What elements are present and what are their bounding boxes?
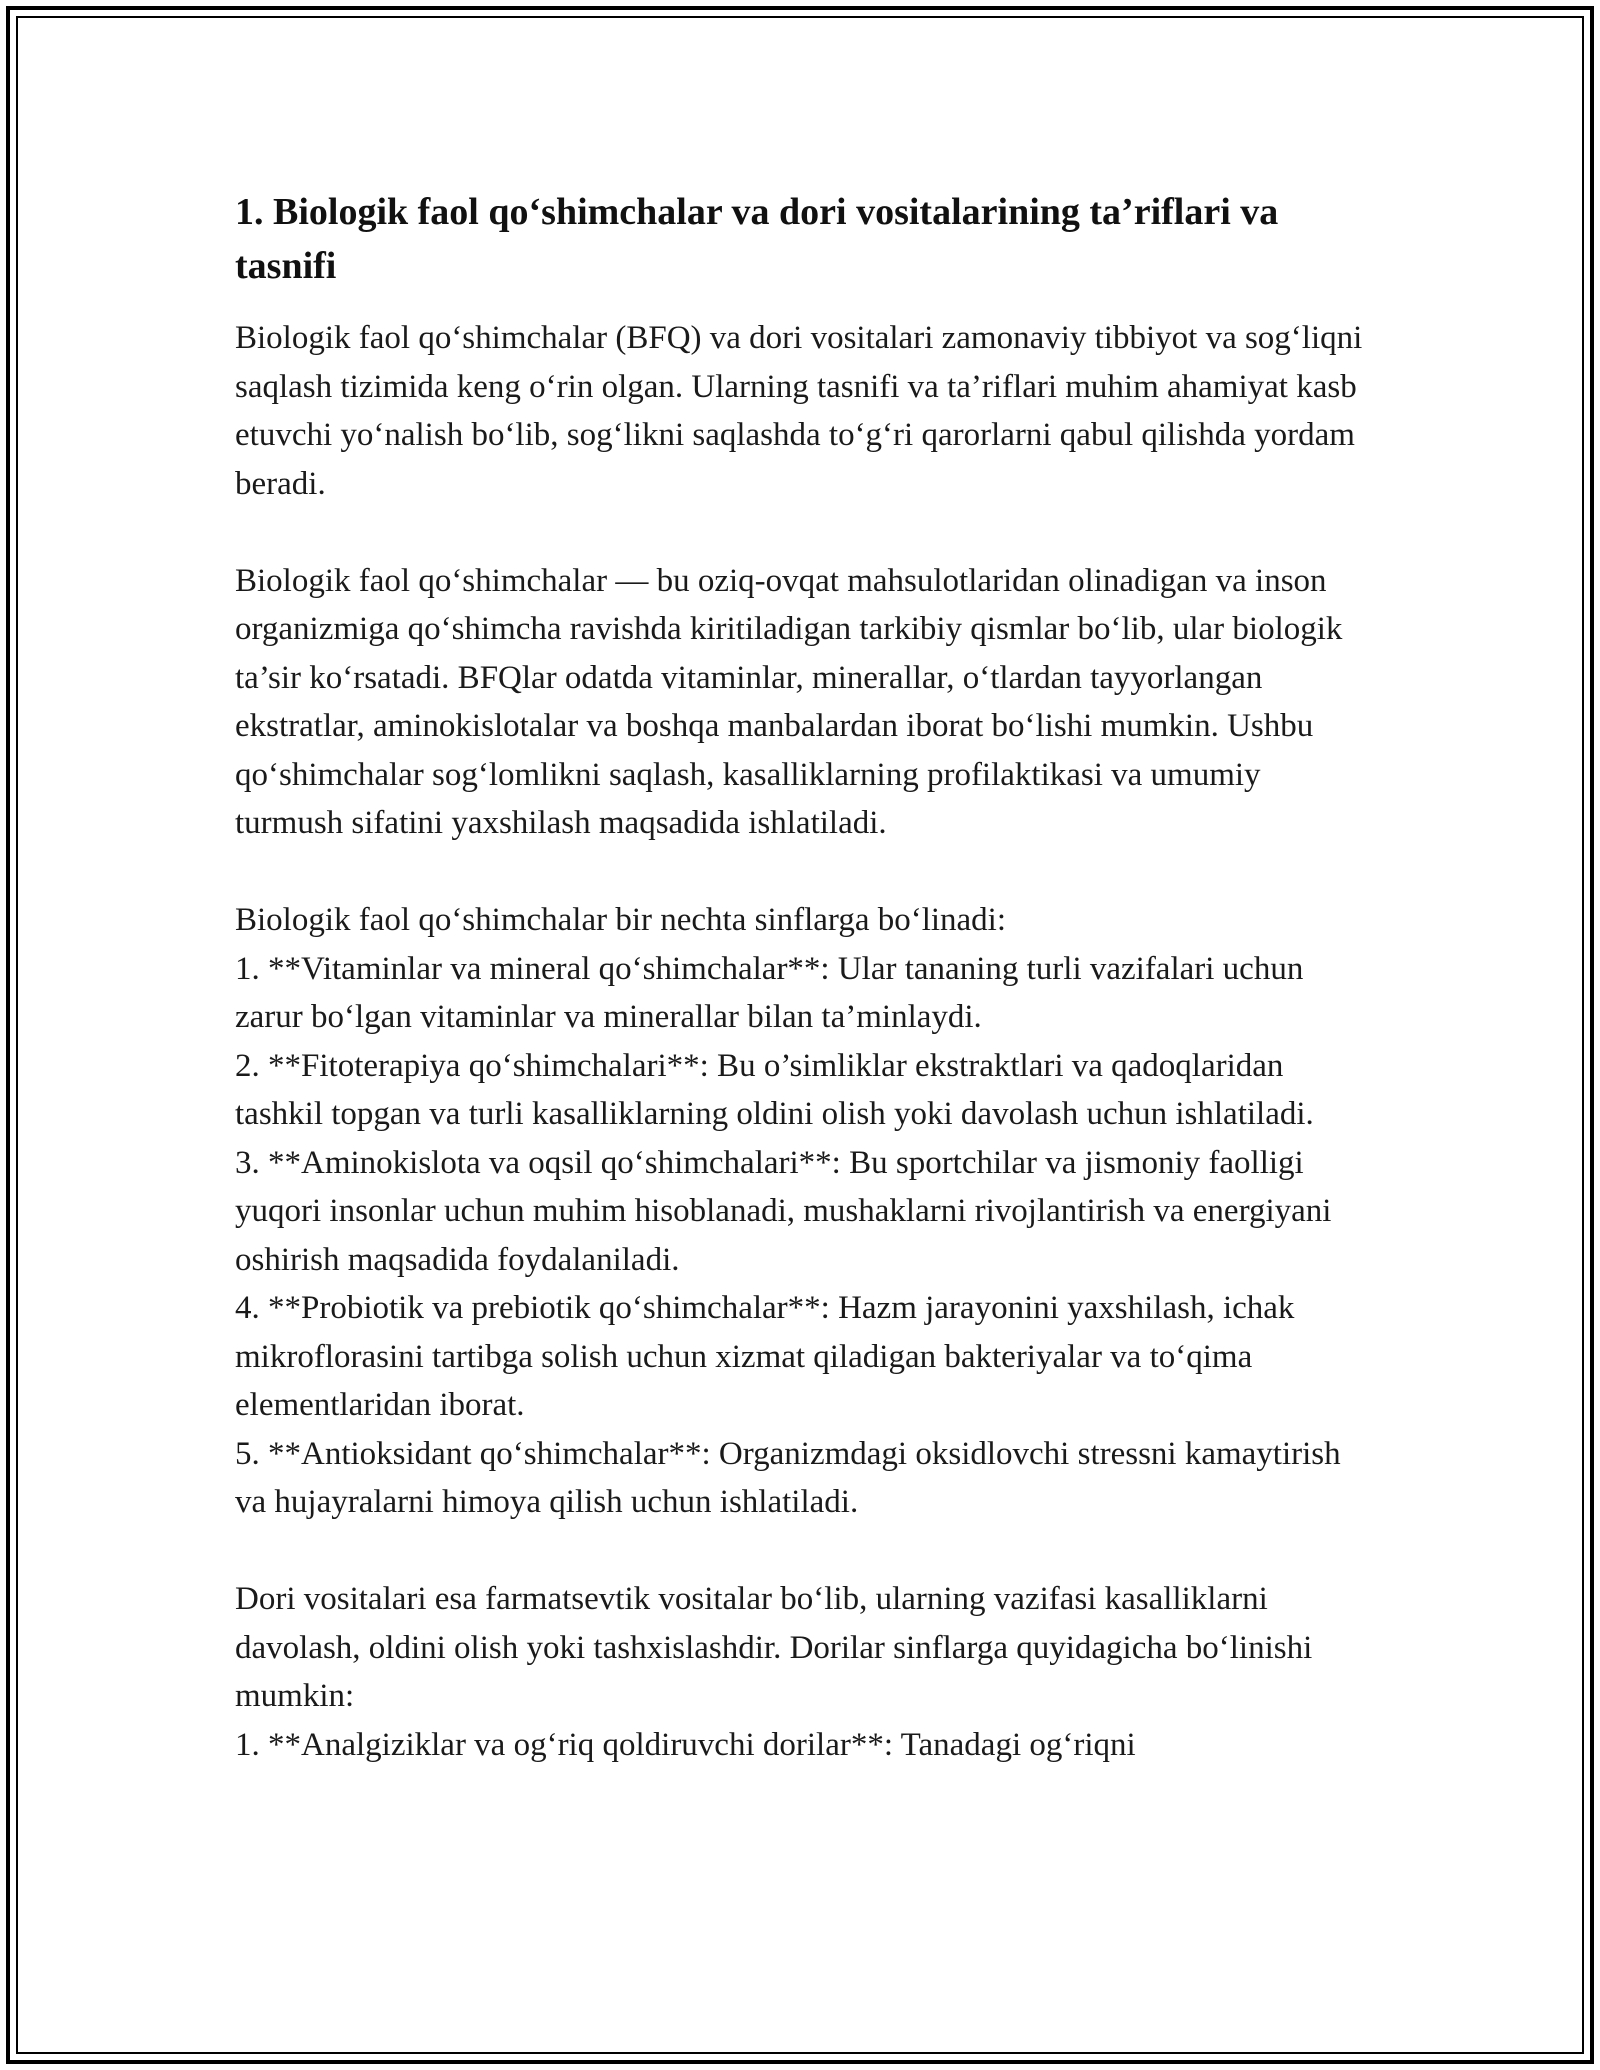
paragraph-intro [235,314,1370,508]
list-intro: Biologik faol qo‘shimchalar bir nechta sinflarga bo‘linadi: [235,902,1007,938]
list-item: 4. **Probiotik va prebiotik qo‘shimchalar**: Hazm jarayonini yaxshilash, ichak mikroflorasini tartibga solish uchun xizmat qiladigan bakteriyalar va to‘qima elementlaridan iborat. [235,1290,1295,1423]
list-item: 5. **Antioksidant qo‘shimchalar**: Organizmdagi oksidlovchi stressni kamaytirish va hujayralarni himoya qilish uchun ishlatiladi. [235,1435,1341,1520]
list-item: 1. **Analgiziklar va og‘riq qoldiruvchi dorilar**: Tanadagi og‘riqni [235,1726,1136,1763]
paragraph-bfq-classes [235,896,1370,1527]
list-item: 1. **Vitaminlar va mineral qo‘shimchalar**: Ular tananing turli vazifalari uchun zarur bo‘lgan vitaminlar va minerallar bilan ta’minlaydi. [235,950,1304,1035]
list-item: 3. **Aminokislota va oqsil qo‘shimchalari**: Bu sportchilar va jismoniy faolligi yuqori insonlar uchun muhim hisoblanadi, mushaklarni rivojlantirish va energiyani oshirish maqsadida foydalaniladi. [235,1144,1332,1278]
section-heading: 1. Biologik faol qo‘shimchalar va dori vositalarining ta’riflari va tasnifi [235,191,1279,287]
paragraph-text: Biologik faol qo‘shimchalar (BFQ) va dori vositalari zamonaviy tibbiyot va sog‘liqni saqlash tizimida keng o‘rin olgan. Ularning tasnifi va ta’riflari muhim ahamiyat kasb etuvchi yo‘nalish bo‘lib, sog‘likni saqlashda to‘g‘ri qarorlarni qabul qilishda yordam beradi. [235,320,1363,502]
document-body [235,185,1370,1818]
paragraph-definition [235,557,1370,848]
list-item: 2. **Fitoterapiya qo‘shimchalari**: Bu o’simliklar ekstraktlari va qadoqlaridan tashkil topgan va turli kasalliklarning oldini olish yoki davolash uchun ishlatiladi. [235,1047,1314,1132]
paragraph-drug-classes [235,1575,1370,1769]
list-intro: Dori vositalari esa farmatsevtik vositalar bo‘lib, ularning vazifasi kasalliklarni davolash, oldini olish yoki tashxislashdir. Dorilar sinflarga quyidagicha bo‘linishi mumkin: [235,1581,1313,1714]
paragraph-text: Biologik faol qo‘shimchalar — bu oziq-ovqat mahsulotlaridan olinadigan va inson organizmiga qo‘shimcha ravishda kiritiladigan tarkibiy qismlar bo‘lib, ular biologik ta’sir ko‘rsatadi. BFQlar odatda vitaminlar, minerallar, o‘tlardan tayyorlangan ekstratlar, aminokislotalar va boshqa manbalardan iborat bo‘lishi mumkin. Ushbu qo‘shimchalar sog‘lomlikni saqlash, kasalliklarning profilaktikasi va umumiy turmush sifatini yaxshilash maqsadida ishlatiladi. [235,562,1343,841]
